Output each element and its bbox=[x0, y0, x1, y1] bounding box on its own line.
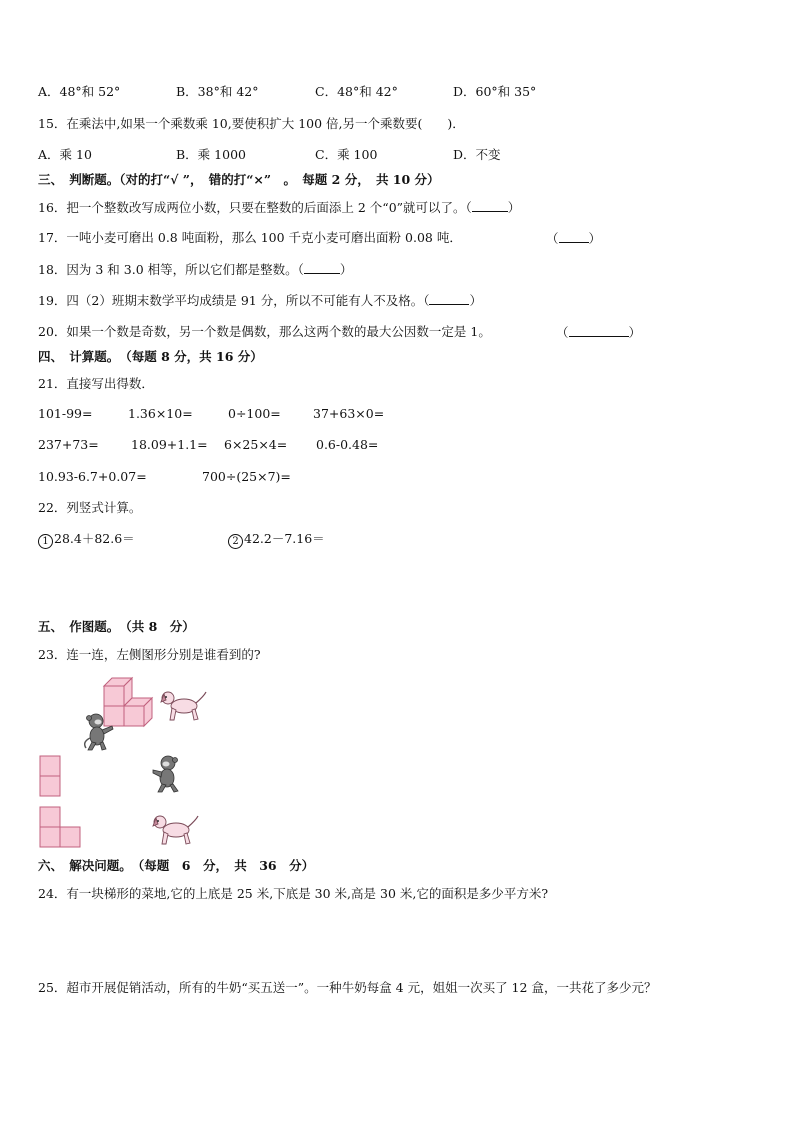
section3-title: 三、 判断题。（对的打“√ ”， 错的打“×” 。 每题 2 分， 共 10 分） bbox=[38, 172, 440, 187]
q20-close: ） bbox=[628, 325, 642, 340]
q22-item-1 bbox=[38, 531, 135, 549]
q19 bbox=[38, 292, 482, 309]
section6-title: 六、 解决问题。 （每题 6 分， 共 36 分） bbox=[38, 858, 315, 873]
section4-title: 四、 计算题。 （每题 8 分，共 16 分） bbox=[38, 349, 263, 364]
q15-option-d: D．不变 bbox=[453, 147, 501, 162]
q20-answer-blank[interactable] bbox=[569, 324, 629, 337]
q17-close: ） bbox=[588, 231, 602, 246]
q22-item-2 bbox=[228, 531, 325, 549]
q16 bbox=[38, 199, 520, 216]
q21-r1-c3: 0÷100= bbox=[228, 406, 281, 421]
dog-icon-2 bbox=[150, 812, 200, 848]
q14-option-b: B．38°和 42° bbox=[176, 84, 259, 99]
q14-option-c: C．48°和 42° bbox=[315, 84, 398, 99]
q20-text: 20．如果一个数是奇数，另一个数是偶数，那么这两个数的最大公因数一定是 1。 bbox=[38, 324, 491, 339]
q20-open: （ bbox=[556, 325, 569, 340]
q16-answer-blank[interactable] bbox=[472, 199, 508, 212]
q18-answer-blank[interactable] bbox=[304, 261, 340, 274]
q17-answer bbox=[546, 230, 601, 247]
q22-item-2-expr: 42.2－7.16＝ bbox=[244, 531, 325, 546]
q15-text: 15．在乘法中,如果一个乘数乘 10,要使积扩大 100 倍,另一个乘数要( )． bbox=[38, 116, 465, 131]
q21-text: 21．直接写出得数． bbox=[38, 376, 154, 391]
q20 bbox=[38, 324, 491, 340]
view-l-shape bbox=[39, 806, 83, 850]
q19-text: 19．四（2）班期末数学平均成绩是 91 分，所以不可能有人不及格。（ bbox=[38, 293, 430, 308]
q22-text: 22．列竖式计算。 bbox=[38, 500, 142, 515]
view-two-stacked-squares bbox=[39, 755, 63, 799]
q17-open: （ bbox=[546, 231, 559, 246]
dog-icon bbox=[158, 688, 208, 724]
q16-close: ） bbox=[507, 200, 521, 215]
q18-close: ） bbox=[339, 262, 353, 277]
q22-item-1-expr: 28.4＋82.6＝ bbox=[54, 531, 135, 546]
q21-r1-c4: 37+63×0= bbox=[313, 406, 385, 421]
q20-answer bbox=[556, 324, 641, 341]
q25-text: 25．超市开展促销活动，所有的牛奶“买五送一”。一种牛奶每盒 4 元，姐姐一次买了 12 盒，一共花了多少元？ bbox=[38, 980, 657, 995]
q19-answer-blank[interactable] bbox=[429, 292, 469, 305]
q24-text: 24．有一块梯形的菜地,它的上底是 25 米,下底是 30 米,高是 30 米,它的面积是多少平方米? bbox=[38, 886, 549, 901]
q15-option-b: B．乘 1000 bbox=[176, 147, 246, 162]
q15-option-a: A．乘 10 bbox=[38, 147, 92, 162]
q21-r3-c2: 700÷(25×7)= bbox=[202, 469, 291, 484]
q21-r2-c2: 18.09+1.1= bbox=[131, 437, 208, 452]
q14-option-d: D．60°和 35° bbox=[453, 84, 537, 99]
q21-r1-c2: 1.36×10= bbox=[128, 406, 193, 421]
monkey-icon-2 bbox=[150, 754, 186, 794]
monkey-icon bbox=[80, 712, 116, 752]
q21-r2-c4: 0.6-0.48= bbox=[316, 437, 379, 452]
q23-text: 23．连一连，左侧图形分别是谁看到的? bbox=[38, 647, 261, 662]
q18 bbox=[38, 261, 352, 278]
q14-option-a: A．48°和 52° bbox=[38, 84, 121, 99]
q17-answer-blank[interactable] bbox=[559, 230, 589, 243]
q22-item-2-number: 2 bbox=[228, 534, 243, 549]
q21-r2-c3: 6×25×4= bbox=[224, 437, 288, 452]
q21-r1-c1: 101-99= bbox=[38, 406, 93, 421]
q18-text: 18．因为 3 和 3.0 相等，所以它们都是整数。（ bbox=[38, 262, 304, 277]
q21-r2-c1: 237+73= bbox=[38, 437, 99, 452]
q17 bbox=[38, 230, 462, 246]
q19-close: ） bbox=[469, 293, 482, 308]
section5-title: 五、 作图题。 （共 8 分） bbox=[38, 619, 195, 634]
q21-r3-c1: 10.93-6.7+0.07= bbox=[38, 469, 147, 484]
q15-option-c: C．乘 100 bbox=[315, 147, 378, 162]
q16-text: 16．把一个整数改写成两位小数，只要在整数的后面添上 2 个“0”就可以了。（ bbox=[38, 200, 472, 215]
q17-text: 17．一吨小麦可磨出 0.8 吨面粉，那么 100 千克小麦可磨出面粉 0.08 吨． bbox=[38, 230, 462, 245]
q22-item-1-number: 1 bbox=[38, 534, 53, 549]
